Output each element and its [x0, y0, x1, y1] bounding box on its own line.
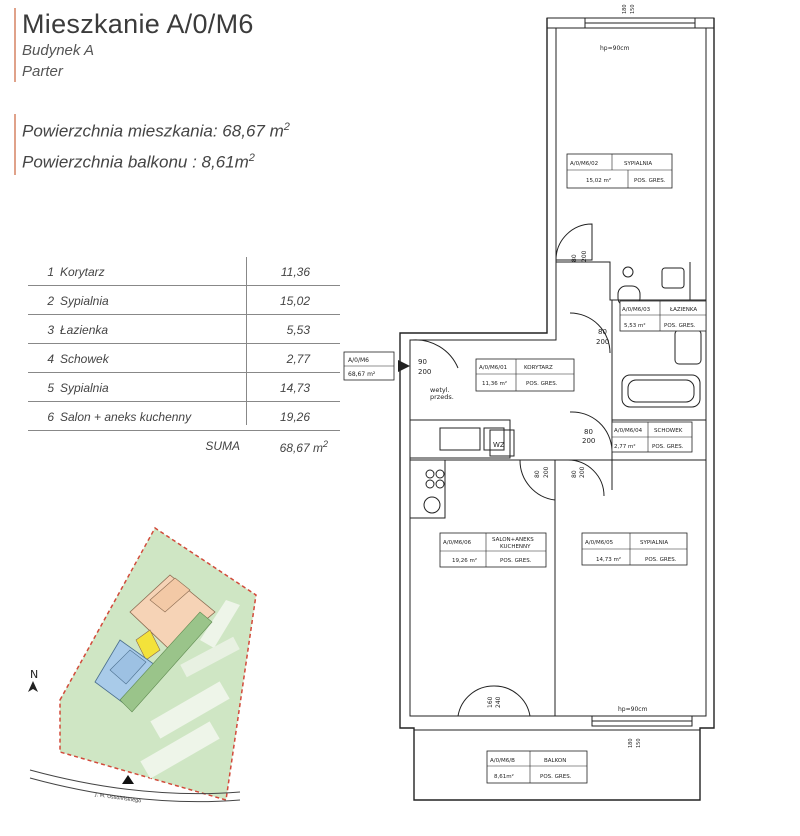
dim-label: 200 [581, 250, 588, 262]
dim-label: 80 [571, 254, 578, 262]
svg-text:8,61m²: 8,61m² [494, 774, 514, 780]
balcony-area: Powierzchnia balkonu : $8,61m^2$ [22, 151, 255, 172]
table-row: 5 Sypialnia 14,73 [28, 373, 340, 402]
svg-text:POS. GRES.: POS. GRES. [526, 381, 558, 387]
wz-label: WZ [493, 441, 505, 449]
svg-text:POS. GRES.: POS. GRES. [664, 323, 696, 329]
dim-label: 240 [495, 696, 502, 708]
svg-text:SYPIALNIA: SYPIALNIA [640, 540, 669, 546]
room-label-01 [476, 359, 574, 391]
table-row: 2 Sypialnia 15,02 [28, 286, 340, 315]
floor-label: Parter [22, 63, 63, 80]
room-label-02 [567, 154, 672, 188]
dim-label: 80 [571, 470, 578, 478]
dim-label: 200 [596, 338, 610, 346]
north-label: N [30, 668, 39, 681]
svg-text:A/0/M6/04: A/0/M6/04 [614, 428, 643, 434]
vestibule-label: przeds. [430, 393, 454, 401]
svg-text:A/0/M6/01: A/0/M6/01 [479, 365, 508, 371]
svg-text:POS. GRES.: POS. GRES. [500, 558, 532, 564]
svg-text:BALKON: BALKON [544, 758, 567, 764]
table-row: 4 Schowek 2,77 [28, 344, 340, 373]
dim-label: 80 [598, 328, 607, 336]
dim-label: 200 [582, 437, 596, 445]
svg-text:POS. GRES.: POS. GRES. [652, 444, 684, 450]
svg-text:SCHOWEK: SCHOWEK [654, 428, 683, 434]
svg-text:ŁAZIENKA: ŁAZIENKA [670, 307, 698, 313]
room-label-03 [620, 301, 706, 331]
entry-arrow-icon [398, 360, 410, 372]
sum-row: SUMA 68,67 $m^2$ [205, 439, 328, 455]
apartment-area: Powierzchnia mieszkania: 68,67 $m^2$ [22, 121, 290, 141]
page-title: Mieszkanie A/0/M6 [22, 9, 254, 39]
svg-text:KUCHENNY: KUCHENNY [500, 544, 531, 550]
room-label-06 [440, 533, 546, 567]
svg-text:POS. GRES.: POS. GRES. [634, 178, 666, 184]
table-row: 3 Łazienka 5,53 [28, 315, 340, 344]
svg-text:5,53 m²: 5,53 m² [624, 323, 646, 329]
svg-text:14,73 m²: 14,73 m² [596, 557, 622, 563]
dim-label: 80 [584, 428, 593, 436]
svg-text:POS. GRES.: POS. GRES. [645, 557, 677, 563]
svg-text:A/0/M6/03: A/0/M6/03 [622, 307, 651, 313]
table-row: 6 Salon + aneks kuchenny 19,26 [28, 402, 340, 431]
building-label: Budynek A [22, 42, 94, 59]
dim-label: 180 [622, 4, 628, 14]
dim-label: 80 [534, 470, 541, 478]
dim-label: 150 [630, 4, 636, 14]
svg-text:15,02 m²: 15,02 m² [586, 178, 612, 184]
hp-bottom-label: hp=90cm [618, 706, 648, 713]
ventilation-label: wetyl. [430, 386, 450, 394]
svg-text:2,77 m²: 2,77 m² [614, 444, 636, 450]
svg-text:SYPIALNIA: SYPIALNIA [624, 161, 653, 167]
dim-label: 200 [418, 368, 432, 376]
room-label-04 [612, 422, 692, 452]
svg-text:SALON+ANEKS: SALON+ANEKS [492, 537, 534, 543]
room-label-balcony [487, 751, 587, 783]
dim-label: 200 [543, 466, 550, 478]
street-label: J. M. Ossolińskiego [94, 792, 142, 805]
hp-top-label: hp=90cm [600, 45, 630, 52]
svg-text:A/0/M6/06: A/0/M6/06 [443, 540, 472, 546]
svg-text:A/0/M6/05: A/0/M6/05 [585, 540, 614, 546]
dim-label: 90 [418, 358, 427, 366]
dim-label: 150 [636, 738, 642, 748]
svg-text:A/0/M6/02: A/0/M6/02 [570, 161, 599, 167]
svg-text:11,36 m²: 11,36 m² [482, 381, 508, 387]
table-row: 1 Korytarz 11,36 [28, 257, 340, 286]
svg-text:POS. GRES.: POS. GRES. [540, 774, 572, 780]
svg-text:KORYTARZ: KORYTARZ [524, 365, 553, 371]
room-label-05 [582, 533, 687, 565]
dim-label: 180 [628, 738, 634, 748]
dim-label: 200 [579, 466, 586, 478]
svg-text:A/0/M6: A/0/M6 [348, 357, 369, 364]
svg-text:19,26 m²: 19,26 m² [452, 558, 478, 564]
dim-label: 160 [487, 696, 494, 708]
svg-text:68,67 m²: 68,67 m² [348, 371, 376, 378]
svg-text:A/0/M6/B: A/0/M6/B [490, 758, 515, 764]
